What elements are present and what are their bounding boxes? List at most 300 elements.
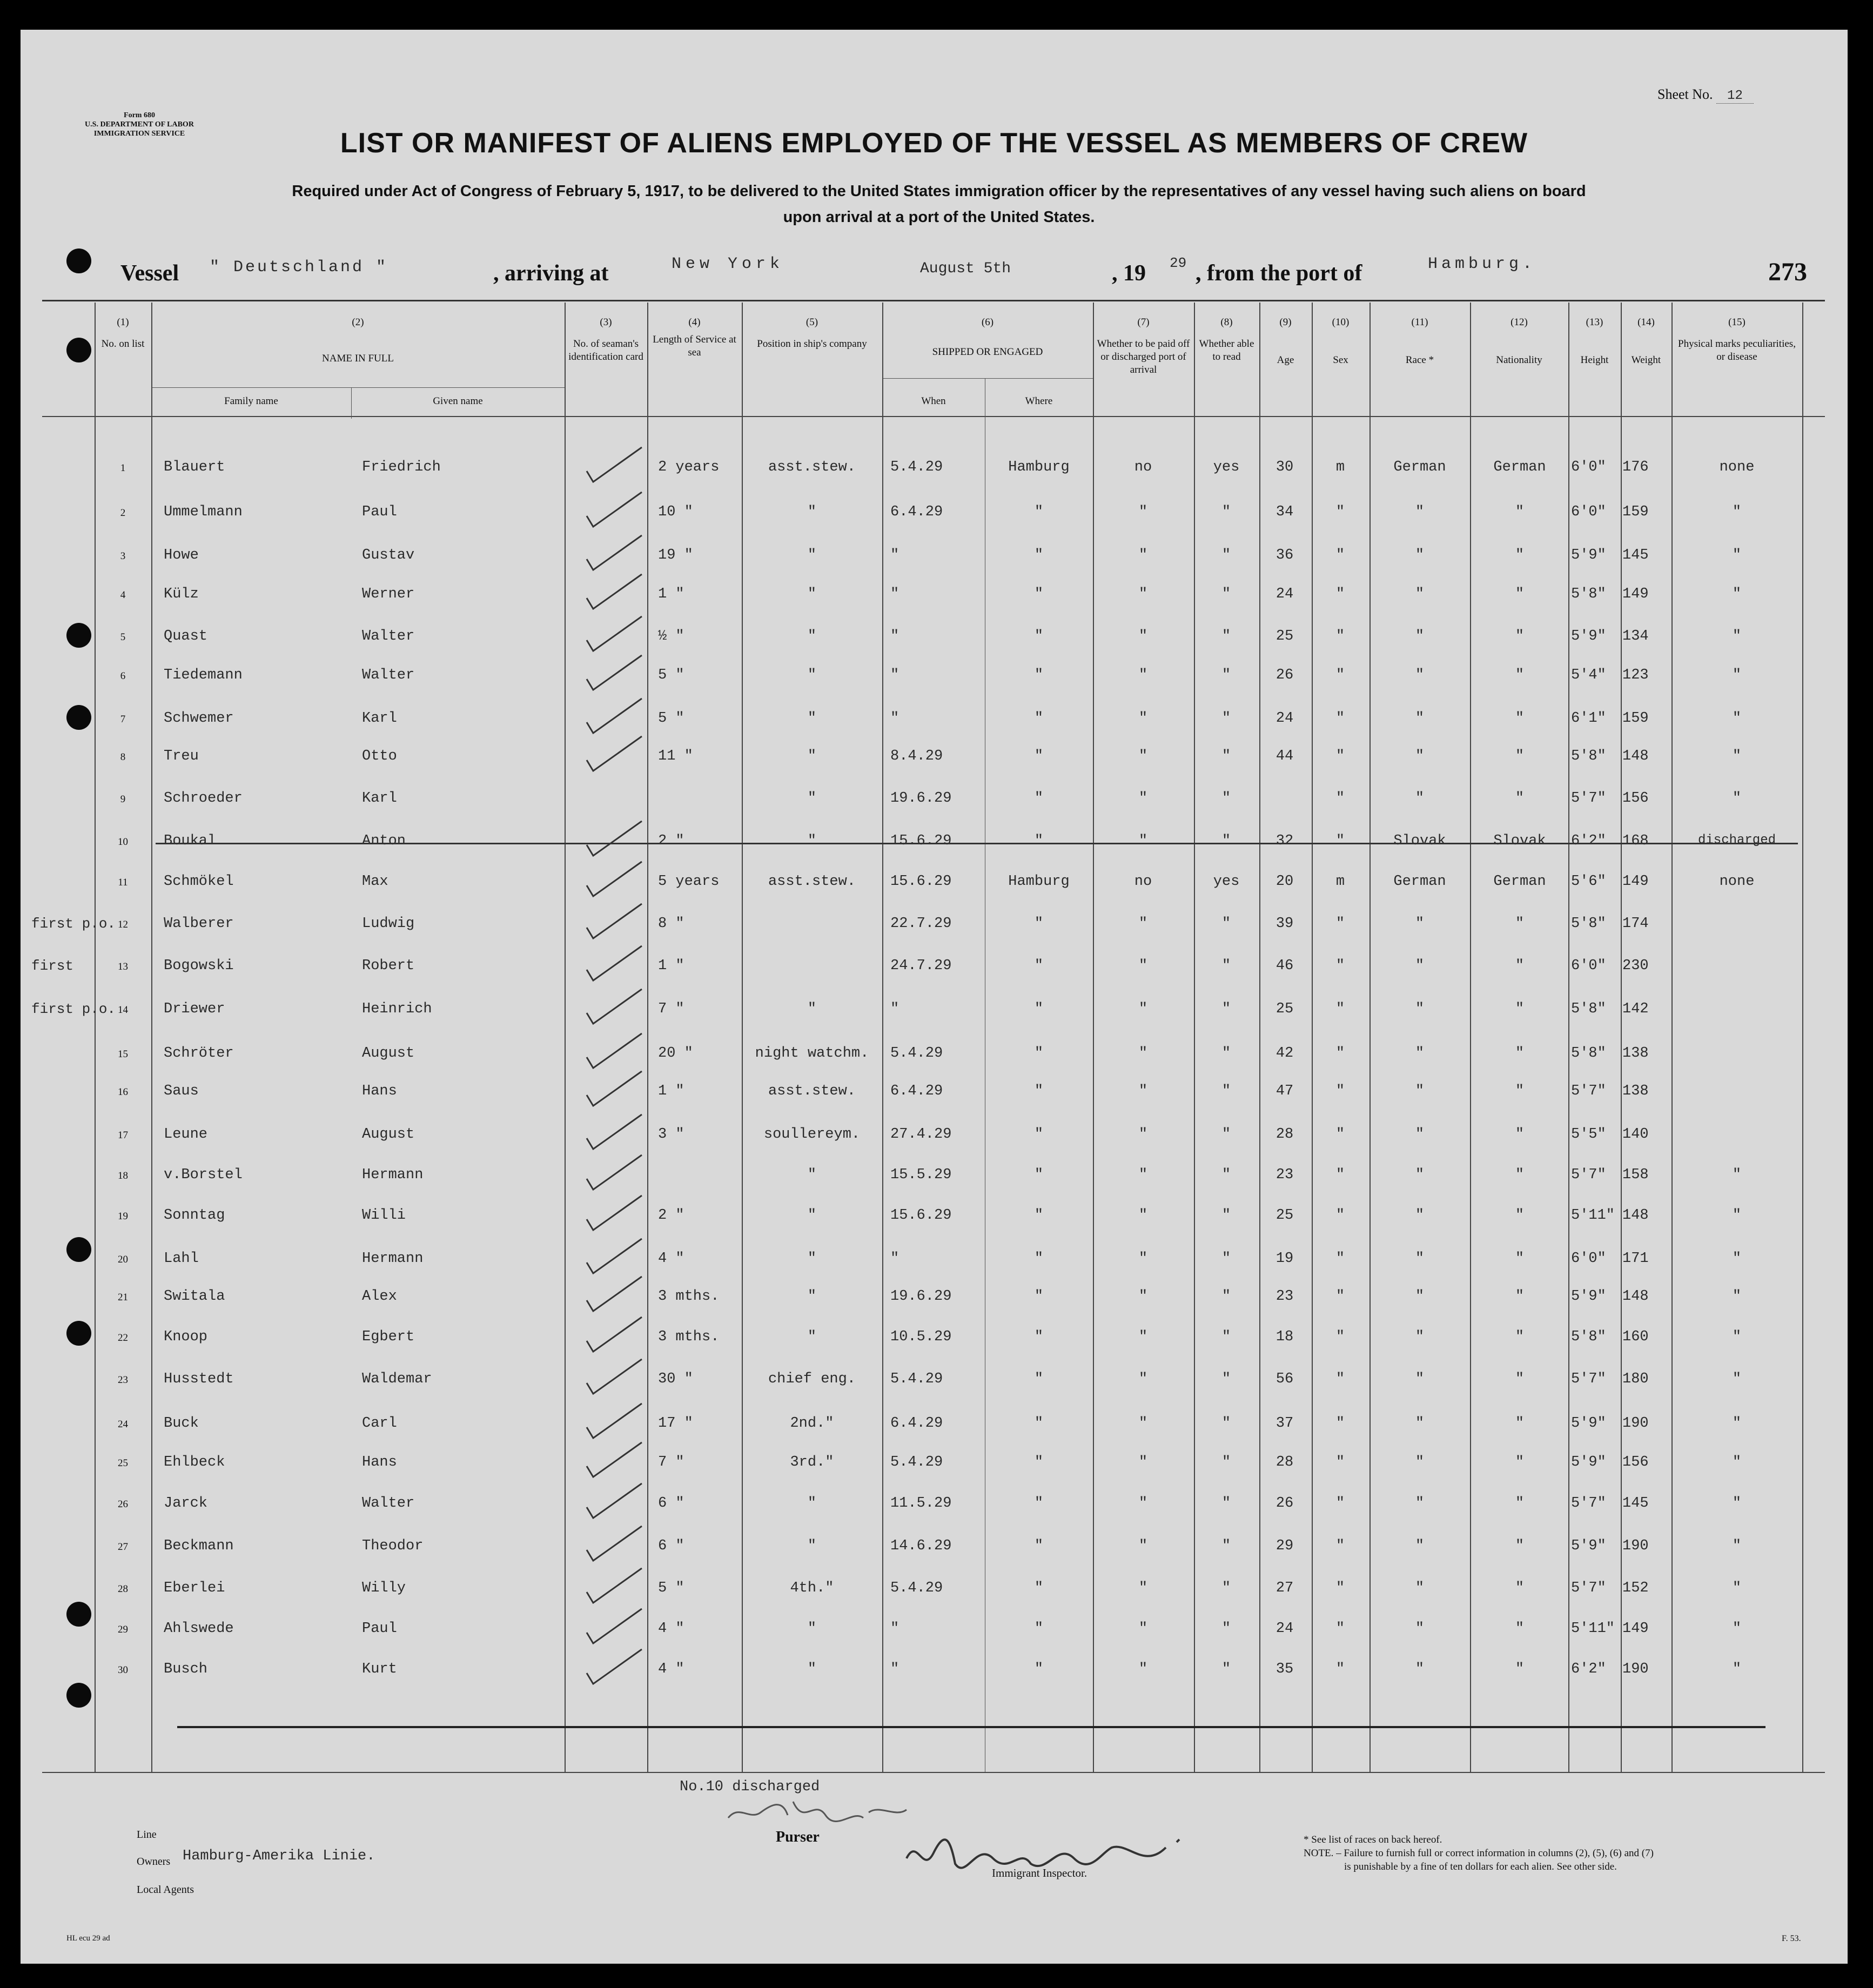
- row-number: 13: [118, 961, 128, 972]
- cell-family: Külz: [164, 586, 199, 602]
- cell-read: ": [1221, 790, 1231, 807]
- cell-age: 35: [1275, 1661, 1294, 1677]
- cell-age: 39: [1275, 916, 1294, 932]
- cell-family: v.Borstel: [164, 1167, 243, 1183]
- cell-family: Blauert: [164, 459, 225, 475]
- column-number: (5): [805, 317, 818, 328]
- cell-when: 19.6.29: [890, 1288, 952, 1305]
- column-label: Position in ship's company: [757, 338, 867, 350]
- cell-sex: ": [1335, 1288, 1345, 1305]
- cell-sex: ": [1335, 504, 1345, 520]
- row-number: 28: [118, 1583, 128, 1595]
- column-number: (2): [352, 317, 364, 328]
- cell-read: yes: [1213, 874, 1240, 890]
- margin-note: first p.o.: [31, 1001, 116, 1017]
- cell-service: 4 ": [658, 1251, 684, 1267]
- cell-weight: 160: [1622, 1329, 1649, 1345]
- cell-paid: ": [1138, 667, 1148, 683]
- vessel-label: Vessel: [120, 261, 179, 286]
- cell-paid: ": [1138, 586, 1148, 602]
- cell-height: 5'7": [1571, 1580, 1606, 1596]
- cell-race: ": [1415, 1580, 1425, 1596]
- header-top-rule: [42, 300, 1825, 301]
- cell-where: ": [1034, 1251, 1044, 1267]
- cell-paid: ": [1138, 504, 1148, 520]
- cell-nat: ": [1515, 586, 1525, 602]
- cell-nat: ": [1515, 1621, 1525, 1637]
- cell-position: 3rd.": [790, 1454, 834, 1470]
- cell-height: 6'2": [1571, 833, 1606, 849]
- cell-family: Saus: [164, 1083, 199, 1099]
- cell-height: 6'0": [1571, 459, 1606, 475]
- cell-weight: 138: [1622, 1083, 1649, 1099]
- cell-race: ": [1415, 1621, 1425, 1637]
- cell-height: 5'8": [1571, 1329, 1606, 1345]
- discharged-note: No.10 discharged: [680, 1779, 820, 1795]
- cell-height: 5'8": [1571, 748, 1606, 764]
- margin-note: first p.o.: [31, 916, 116, 932]
- cell-nat: German: [1493, 874, 1546, 890]
- cell-read: ": [1221, 1251, 1231, 1267]
- cell-marks: ": [1732, 1454, 1742, 1470]
- cell-family: Husstedt: [164, 1371, 234, 1387]
- line-label: Line: [137, 1829, 157, 1841]
- row-number: 24: [118, 1419, 128, 1430]
- cell-sex: ": [1335, 1621, 1345, 1637]
- cell-nat: ": [1515, 1415, 1525, 1432]
- cell-when: 5.4.29: [890, 459, 943, 475]
- column-number: (14): [1637, 317, 1655, 328]
- cell-given: Willi: [362, 1207, 406, 1224]
- voyage-line: [120, 254, 1838, 286]
- cell-position: ": [807, 833, 817, 849]
- row-number: 23: [118, 1374, 128, 1386]
- cell-family: Switala: [164, 1288, 225, 1305]
- cell-race: ": [1415, 1126, 1425, 1143]
- cell-nat: ": [1515, 504, 1525, 520]
- punch-hole: [66, 1683, 91, 1708]
- column-number: (3): [600, 317, 612, 328]
- cell-position: ": [807, 1167, 817, 1183]
- column-label: No. of seaman's identification card: [568, 338, 643, 362]
- races-note: * See list of races on back hereof.: [1304, 1834, 1442, 1845]
- cell-where: ": [1034, 1329, 1044, 1345]
- cell-paid: ": [1138, 916, 1148, 932]
- cell-family: Jarck: [164, 1495, 208, 1512]
- cell-family: Walberer: [164, 916, 234, 932]
- cell-given: Theodor: [362, 1538, 424, 1554]
- cell-when: ": [890, 710, 899, 727]
- cell-marks: ": [1732, 1415, 1742, 1432]
- cell-weight: 149: [1622, 586, 1649, 602]
- cell-marks: ": [1732, 586, 1742, 602]
- cell-paid: ": [1138, 1621, 1148, 1637]
- cell-when: 5.4.29: [890, 1045, 943, 1062]
- cell-age: 44: [1275, 748, 1294, 764]
- cell-given: August: [362, 1126, 415, 1143]
- cell-height: 5'8": [1571, 586, 1606, 602]
- cell-nat: ": [1515, 667, 1525, 683]
- cell-position: asst.stew.: [768, 874, 856, 890]
- cell-position: night watchm.: [755, 1045, 869, 1062]
- cell-where: ": [1034, 1288, 1044, 1305]
- cell-height: 5'4": [1571, 667, 1606, 683]
- col-rule: [882, 303, 883, 1772]
- cell-marks: ": [1732, 1495, 1742, 1512]
- cell-weight: 171: [1622, 1251, 1649, 1267]
- check-mark-icon: [582, 646, 658, 694]
- cell-family: Schroeder: [164, 790, 243, 807]
- cell-race: ": [1415, 586, 1425, 602]
- column-label: Age: [1277, 354, 1294, 366]
- cell-sex: ": [1335, 667, 1345, 683]
- cell-weight: 145: [1622, 547, 1649, 563]
- cell-read: ": [1221, 1538, 1231, 1554]
- column-label: Weight: [1631, 354, 1661, 366]
- cell-when: ": [890, 1661, 899, 1677]
- cell-weight: 174: [1622, 916, 1649, 932]
- cell-where: ": [1034, 1580, 1044, 1596]
- table-bottom-rule: [42, 1772, 1825, 1773]
- cell-service: 8 ": [658, 916, 684, 932]
- cell-when: 15.6.29: [890, 874, 952, 890]
- cell-given: Hans: [362, 1454, 397, 1470]
- cell-nat: ": [1515, 1454, 1525, 1470]
- cell-position: ": [807, 790, 817, 807]
- cell-family: Ehlbeck: [164, 1454, 225, 1470]
- row-number: 10: [118, 836, 128, 848]
- cell-given: Egbert: [362, 1329, 415, 1345]
- cell-age: 28: [1275, 1454, 1294, 1470]
- cell-given: Hermann: [362, 1251, 424, 1267]
- column-number: (9): [1279, 317, 1292, 328]
- cell-nat: German: [1493, 459, 1546, 475]
- cell-position: ": [807, 710, 817, 727]
- cell-paid: ": [1138, 958, 1148, 974]
- cell-marks: ": [1732, 1661, 1742, 1677]
- cell-position: ": [807, 628, 817, 644]
- cell-read: ": [1221, 1207, 1231, 1224]
- cell-marks: ": [1732, 628, 1742, 644]
- cell-read: ": [1221, 586, 1231, 602]
- cell-service: 5 ": [658, 667, 684, 683]
- cell-nat: ": [1515, 1167, 1525, 1183]
- col-rule: [151, 303, 152, 1772]
- cell-sex: ": [1335, 748, 1345, 764]
- cell-height: 5'9": [1571, 628, 1606, 644]
- cell-weight: 149: [1622, 874, 1649, 890]
- check-mark-icon: [582, 482, 658, 531]
- cell-race: ": [1415, 1001, 1425, 1017]
- cell-given: Paul: [362, 1621, 397, 1637]
- cell-family: Lahl: [164, 1251, 199, 1267]
- cell-paid: ": [1138, 1045, 1148, 1062]
- cell-position: ": [807, 1621, 817, 1637]
- cell-where: ": [1034, 1454, 1044, 1470]
- cell-sex: ": [1335, 916, 1345, 932]
- cell-marks: none: [1719, 459, 1755, 475]
- punch-hole: [66, 1321, 91, 1346]
- cell-when: ": [890, 1001, 899, 1017]
- cell-sex: ": [1335, 1538, 1345, 1554]
- cell-weight: 190: [1622, 1661, 1649, 1677]
- cell-service: 7 ": [658, 1454, 684, 1470]
- cell-weight: 145: [1622, 1495, 1649, 1512]
- cell-where: ": [1034, 504, 1044, 520]
- column-label: Whether to be paid off or discharged port of arrival: [1097, 338, 1190, 375]
- cell-nat: ": [1515, 1538, 1525, 1554]
- cell-service: 5 ": [658, 1580, 684, 1596]
- cell-weight: 123: [1622, 667, 1649, 683]
- col-rule: [1568, 303, 1569, 1772]
- cell-marks: ": [1732, 1167, 1742, 1183]
- cell-paid: ": [1138, 1329, 1148, 1345]
- check-mark-icon: [582, 1186, 658, 1234]
- check-mark-icon: [582, 1474, 658, 1522]
- cell-race: ": [1415, 1371, 1425, 1387]
- column-label: No. on list: [101, 338, 145, 350]
- cell-when: ": [890, 1251, 899, 1267]
- cell-given: Otto: [362, 748, 397, 764]
- year-suffix: 29: [1170, 255, 1187, 271]
- cell-race: ": [1415, 710, 1425, 727]
- cell-read: ": [1221, 958, 1231, 974]
- row-number: 9: [120, 794, 126, 805]
- cell-when: 5.4.29: [890, 1580, 943, 1596]
- cell-sex: ": [1335, 1580, 1345, 1596]
- cell-given: Anton: [362, 833, 406, 849]
- cell-read: ": [1221, 1083, 1231, 1099]
- cell-race: ": [1415, 1288, 1425, 1305]
- cell-when: 11.5.29: [890, 1495, 952, 1512]
- cell-where: ": [1034, 1083, 1044, 1099]
- cell-given: Hermann: [362, 1167, 424, 1183]
- cell-marks: ": [1732, 1371, 1742, 1387]
- cell-height: 5'9": [1571, 1415, 1606, 1432]
- cell-weight: 148: [1622, 748, 1649, 764]
- cell-service: 3 mths.: [658, 1329, 720, 1345]
- cell-weight: 152: [1622, 1580, 1649, 1596]
- cell-given: Gustav: [362, 547, 415, 563]
- column-number: (6): [981, 317, 994, 328]
- cell-height: 5'9": [1571, 547, 1606, 563]
- cell-paid: ": [1138, 1371, 1148, 1387]
- cell-when: 14.6.29: [890, 1538, 952, 1554]
- cell-sex: ": [1335, 628, 1345, 644]
- cell-when: 5.4.29: [890, 1371, 943, 1387]
- cell-age: 19: [1275, 1251, 1294, 1267]
- cell-weight: 159: [1622, 504, 1649, 520]
- cell-service: 5 ": [658, 710, 684, 727]
- cell-position: chief eng.: [768, 1371, 856, 1387]
- cell-height: 5'8": [1571, 1001, 1606, 1017]
- cell-height: 5'7": [1571, 1083, 1606, 1099]
- column-number: (1): [117, 317, 129, 328]
- cell-read: ": [1221, 1045, 1231, 1062]
- column-number: (12): [1511, 317, 1528, 328]
- cell-weight: 149: [1622, 1621, 1649, 1637]
- col-rule: [1093, 303, 1094, 1772]
- arriving-label: , arriving at: [493, 261, 609, 286]
- row-number: 19: [118, 1211, 128, 1222]
- cell-nat: ": [1515, 1580, 1525, 1596]
- cell-paid: ": [1138, 1083, 1148, 1099]
- cell-paid: ": [1138, 790, 1148, 807]
- cell-given: Paul: [362, 504, 397, 520]
- strike-through: [156, 843, 1798, 844]
- cell-read: ": [1221, 1415, 1231, 1432]
- cell-age: 47: [1275, 1083, 1294, 1099]
- check-mark-icon: [582, 769, 658, 817]
- row-number: 8: [120, 751, 126, 763]
- cell-marks: ": [1732, 710, 1742, 727]
- cell-given: August: [362, 1045, 415, 1062]
- col-rule: [1802, 303, 1803, 1772]
- cell-marks: ": [1732, 1207, 1742, 1224]
- cell-read: ": [1221, 1329, 1231, 1345]
- form-service: IMMIGRATION SERVICE: [93, 130, 185, 138]
- check-mark-icon: [582, 894, 658, 943]
- cell-where: ": [1034, 1045, 1044, 1062]
- inspector-label: Immigrant Inspector.: [992, 1866, 1087, 1879]
- cell-race: German: [1393, 459, 1446, 475]
- cell-height: 5'5": [1571, 1126, 1606, 1143]
- cell-weight: 176: [1622, 459, 1649, 475]
- check-mark-icon: [582, 1640, 658, 1688]
- cell-position: 2nd.": [790, 1415, 834, 1432]
- cell-read: ": [1221, 1495, 1231, 1512]
- cell-family: Leune: [164, 1126, 208, 1143]
- cell-weight: 156: [1622, 790, 1649, 807]
- row-number: 16: [118, 1086, 128, 1098]
- cell-paid: ": [1138, 1167, 1148, 1183]
- cell-paid: ": [1138, 628, 1148, 644]
- print-code: HL ecu 29 ad: [66, 1934, 110, 1943]
- row-number: 21: [118, 1292, 128, 1303]
- cell-read: ": [1221, 1621, 1231, 1637]
- row-number: 4: [120, 589, 126, 601]
- cell-where: ": [1034, 1371, 1044, 1387]
- cell-race: ": [1415, 667, 1425, 683]
- column-number: (4): [688, 317, 701, 328]
- cell-position: 4th.": [790, 1580, 834, 1596]
- cell-paid: no: [1134, 874, 1152, 890]
- cell-marks: ": [1732, 504, 1742, 520]
- check-mark-icon: [582, 727, 658, 775]
- row-number: 11: [118, 877, 128, 888]
- column-label: Physical marks peculiarities, or disease: [1678, 338, 1796, 362]
- cell-sex: ": [1335, 1045, 1345, 1062]
- cell-service: 7 ": [658, 1001, 684, 1017]
- cell-paid: ": [1138, 1538, 1148, 1554]
- cell-service: 17 ": [658, 1415, 693, 1432]
- col-rule: [1369, 303, 1371, 1772]
- column-number: (11): [1411, 317, 1428, 328]
- shipped-subheader-rule: [882, 378, 1093, 379]
- cell-sex: ": [1335, 1495, 1345, 1512]
- column-label: Height: [1580, 354, 1609, 366]
- punch-hole: [66, 249, 91, 273]
- check-mark-icon: [582, 852, 658, 901]
- cell-read: ": [1221, 833, 1231, 849]
- cell-paid: ": [1138, 1580, 1148, 1596]
- cell-age: 24: [1275, 710, 1294, 727]
- column-sublabel: Family name: [224, 395, 278, 407]
- cell-family: Schröter: [164, 1045, 234, 1062]
- cell-sex: ": [1335, 1083, 1345, 1099]
- cell-when: ": [890, 547, 899, 563]
- cell-age: 27: [1275, 1580, 1294, 1596]
- from-port: Hamburg.: [1428, 255, 1536, 273]
- column-sublabel: Where: [1025, 395, 1053, 407]
- column-number: (13): [1586, 317, 1603, 328]
- cell-read: ": [1221, 748, 1231, 764]
- cell-weight: 180: [1622, 1371, 1649, 1387]
- arrival-date: August 5th: [920, 260, 1011, 277]
- cell-where: ": [1034, 1415, 1044, 1432]
- cell-marks: ": [1732, 1621, 1742, 1637]
- table-end-rule: [177, 1726, 1765, 1728]
- form-code: F. 53.: [1782, 1934, 1801, 1943]
- cell-given: Waldemar: [362, 1371, 432, 1387]
- col-rule: [1671, 303, 1673, 1772]
- cell-age: 18: [1275, 1329, 1294, 1345]
- sheet-value: 12: [1716, 89, 1754, 104]
- cell-age: 26: [1275, 667, 1294, 683]
- cell-weight: 190: [1622, 1538, 1649, 1554]
- page-title: LIST OR MANIFEST OF ALIENS EMPLOYED OF THE VESSEL AS MEMBERS OF CREW: [340, 127, 1528, 159]
- cell-position: ": [807, 1661, 817, 1677]
- cell-read: ": [1221, 1371, 1231, 1387]
- cell-marks: ": [1732, 748, 1742, 764]
- cell-family: Schwemer: [164, 710, 234, 727]
- cell-sex: ": [1335, 1126, 1345, 1143]
- header-bottom-rule: [42, 416, 1825, 417]
- cell-paid: no: [1134, 459, 1152, 475]
- cell-nat: ": [1515, 1288, 1525, 1305]
- punch-hole: [66, 338, 91, 362]
- cell-height: 6'0": [1571, 1251, 1606, 1267]
- check-mark-icon: [582, 979, 658, 1028]
- cell-read: ": [1221, 1580, 1231, 1596]
- cell-service: 2 years: [658, 459, 720, 475]
- cell-when: 10.5.29: [890, 1329, 952, 1345]
- cell-family: Ummelmann: [164, 504, 243, 520]
- column-number: (8): [1220, 317, 1233, 328]
- row-number: 5: [120, 632, 126, 643]
- cell-family: Driewer: [164, 1001, 225, 1017]
- cell-given: Karl: [362, 790, 397, 807]
- cell-race: ": [1415, 628, 1425, 644]
- cell-nat: ": [1515, 958, 1525, 974]
- cell-read: ": [1221, 547, 1231, 563]
- page-number: 273: [1768, 258, 1807, 286]
- cell-read: ": [1221, 667, 1231, 683]
- cell-height: 5'7": [1571, 1167, 1606, 1183]
- cell-age: 28: [1275, 1126, 1294, 1143]
- cell-sex: ": [1335, 1167, 1345, 1183]
- cell-given: Friedrich: [362, 459, 441, 475]
- cell-sex: ": [1335, 790, 1345, 807]
- cell-family: Howe: [164, 547, 199, 563]
- punch-hole: [66, 1602, 91, 1627]
- sheet-label: Sheet No.: [1657, 86, 1713, 102]
- col-rule: [742, 303, 743, 1772]
- row-number: 2: [120, 507, 126, 519]
- cell-height: 5'9": [1571, 1288, 1606, 1305]
- row-number: 20: [118, 1254, 128, 1265]
- local-agents-label: Local Agents: [137, 1884, 194, 1896]
